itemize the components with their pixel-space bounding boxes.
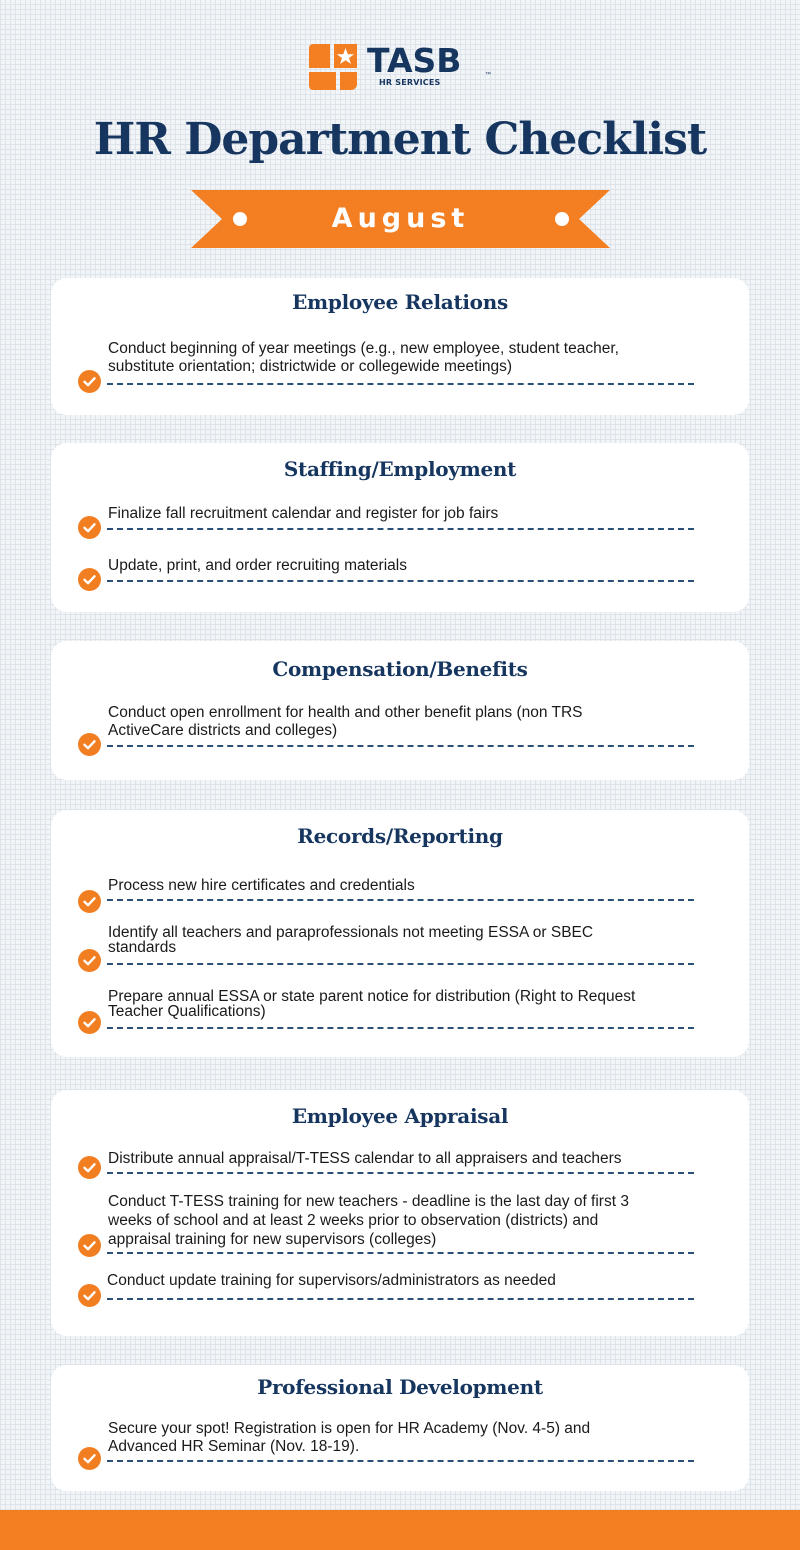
item-text: Conduct update training for supervisors/administrators as needed [107, 1272, 556, 1289]
dashed-rule [107, 1172, 694, 1174]
dashed-rule [107, 1460, 694, 1462]
check-circle-icon[interactable] [78, 1156, 101, 1179]
trademark-symbol: ™ [485, 72, 491, 78]
item-text: Conduct beginning of year meetings (e.g., new employee, student teacher, substitute orientation; districtwide or collegewide meetings) [108, 340, 619, 375]
item-text: Process new hire certificates and credentials [108, 877, 415, 894]
dashed-rule [107, 528, 694, 530]
check-circle-icon[interactable] [78, 1234, 101, 1257]
section-title: Employee Appraisal [291, 1104, 509, 1128]
check-circle-icon[interactable] [78, 568, 101, 591]
item-text: Conduct open enrollment for health and other benefit plans (non TRS ActiveCare districts and colleges) [108, 704, 583, 739]
section-staffing-employment [51, 443, 749, 612]
section-professional-development [51, 1365, 749, 1491]
check-circle-icon[interactable] [78, 890, 101, 913]
item-text: Finalize fall recruitment calendar and register for job fairs [108, 505, 499, 522]
check-circle-icon[interactable] [78, 1447, 101, 1470]
check-circle-icon[interactable] [78, 733, 101, 756]
check-circle-icon[interactable] [78, 1284, 101, 1307]
item-text: Conduct T-TESS training for new teachers - deadline is the last day of first 3 weeks of school and at least 2 weeks prior to observation (districts) and appraisal training for new supervisors (colleges) [108, 1193, 629, 1248]
month-label: August [331, 203, 470, 234]
section-compensation-benefits [51, 641, 749, 780]
item-text: Secure your spot! Registration is open for HR Academy (Nov. 4-5) and Advanced HR Seminar (Nov. 18-19). [108, 1420, 591, 1455]
section-title: Professional Development [257, 1375, 543, 1399]
tasb-logo [309, 41, 499, 94]
tasb-star-block-icon [309, 44, 357, 90]
dashed-rule [107, 745, 694, 747]
dashed-rule [107, 1252, 694, 1254]
dashed-rule [107, 963, 694, 965]
section-records-reporting [51, 810, 749, 1057]
dashed-rule [107, 383, 694, 385]
brand-subtitle: HR SERVICES [379, 78, 441, 87]
footer-bar [0, 1510, 800, 1550]
check-circle-icon[interactable] [78, 1011, 101, 1034]
item-text: Update, print, and order recruiting materials [108, 557, 407, 574]
dashed-rule [107, 1027, 694, 1029]
month-ribbon [191, 190, 610, 248]
section-title: Staffing/Employment [283, 457, 517, 481]
page-title: HR Department Checklist [93, 114, 707, 165]
section-title: Employee Relations [292, 290, 508, 314]
item-text: Identify all teachers and paraprofessionals not meeting ESSA or SBEC standards [108, 924, 594, 956]
section-employee-appraisal [51, 1090, 749, 1336]
check-circle-icon[interactable] [78, 949, 101, 972]
brand-name: TASB [367, 41, 462, 80]
section-title: Compensation/Benefits [272, 657, 528, 681]
dashed-rule [107, 899, 694, 901]
item-text: Prepare annual ESSA or state parent notice for distribution (Right to Request Teacher Qualifications) [108, 988, 636, 1020]
check-circle-icon[interactable] [78, 370, 101, 393]
item-text: Distribute annual appraisal/T-TESS calendar to all appraisers and teachers [108, 1150, 622, 1167]
check-circle-icon[interactable] [78, 516, 101, 539]
section-employee-relations [51, 278, 749, 415]
dashed-rule [107, 580, 694, 582]
section-title: Records/Reporting [297, 824, 503, 848]
dashed-rule [107, 1298, 694, 1300]
